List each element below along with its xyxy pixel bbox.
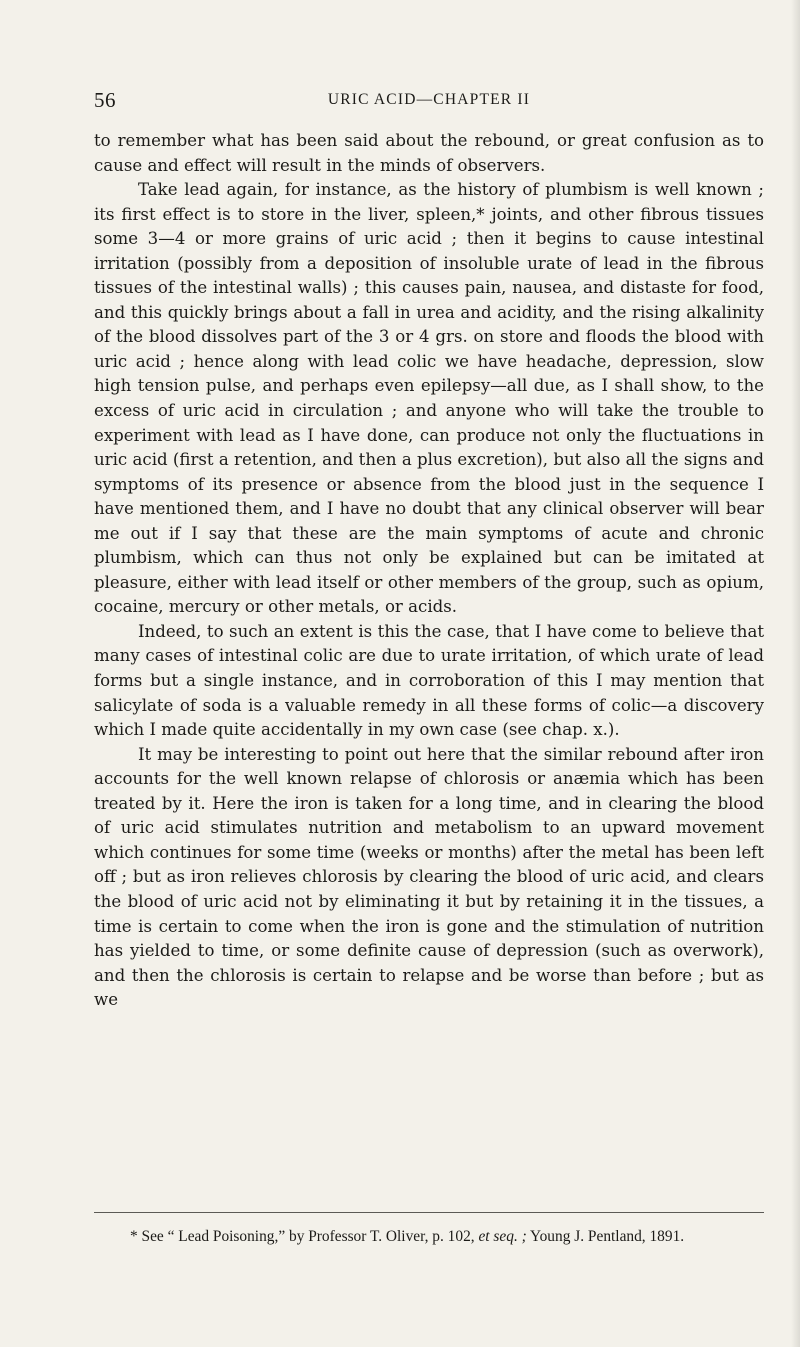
footnote-italic: et seq. ; xyxy=(478,1228,527,1245)
footnote xyxy=(94,1226,764,1248)
page-header xyxy=(94,88,764,112)
page-number: 56 xyxy=(94,88,116,112)
footnote-rule xyxy=(94,1212,764,1213)
paragraph-continuation: to remember what has been said about the rebound, or great confusion as to cause and effect will result in the minds of observers. xyxy=(94,131,764,175)
page-edge-shadow xyxy=(791,0,800,1347)
body-text xyxy=(94,129,764,1013)
paragraph-iron-rebound: It may be interesting to point out here that the similar rebound after iron accounts for the well known relapse of chlorosis or anæmia which has been treated by it. Here the iron is taken for a long time, and in clearing the blood of uric acid stimulates nutrition and metabolism to an upward movement which continues for some time (weeks or months) after the metal has been left off ; but as iron relieves chlorosis by clearing the blood of uric acid, and clears the blood of uric acid not by eliminating it but by retaining it in the tissues, a time is certain to come when the iron is gone and the stimulation of nutrition has yielded to time, or some definite cause of depression (such as overwork), and then the chlorosis is certain to relapse and be worse than before ; but as we xyxy=(94,744,764,1010)
paragraph-intestinal-colic: Indeed, to such an extent is this the case, that I have come to believe that many cases of intestinal colic are due to urate irritation, of which urate of lead forms but a single instance, and in corroboration of this I may mention that salicylate of soda is a valuable remedy in all these forms of colic—a discovery which I made quite accidentally in my own case (see chap. x.). xyxy=(94,621,764,740)
footnote-text: * See “ Lead Poisoning,” by Professor T. Oliver, p. 102, xyxy=(130,1228,479,1245)
paragraph-lead: Take lead again, for instance, as the history of plumbism is well known ; its first effect is to store in the liver, spleen,* joints, and other fibrous tissues some 3—4 or more grains of uric acid ; then it begins to cause intestinal irritation (possibly from a deposition of insoluble urate of lead in the fibrous tissues of the intestinal walls) ; this causes pain, nausea, and distaste for food, and this quickly brings about a fall in urea and acidity, and the rising alkalinity of the blood dissolves part of the 3 or 4 grs. on store and floods the blood with uric acid ; hence along with lead colic we have headache, depression, slow high tension pulse, and perhaps even epilepsy—all due, as I shall show, to the excess of uric acid in circulation ; and anyone who will take the trouble to experiment with lead as I have done, can produce not only the fluctuations in uric acid (first a retention, and then a plus excretion), but also all the signs and symptoms of its presence or absence from the blood just in the sequence I have mentioned them, and I have no doubt that any clinical observer will bear me out if I say that these are the main symptoms of acute and chronic plumbism, which can thus not only be explained but can be imitated at pleasure, either with lead itself or other members of the group, such as opium, cocaine, mercury or other metals, or acids. xyxy=(94,180,764,617)
running-head: URIC ACID—CHAPTER II xyxy=(327,91,531,108)
footnote-text-end: Young J. Pentland, 1891. xyxy=(526,1228,685,1245)
